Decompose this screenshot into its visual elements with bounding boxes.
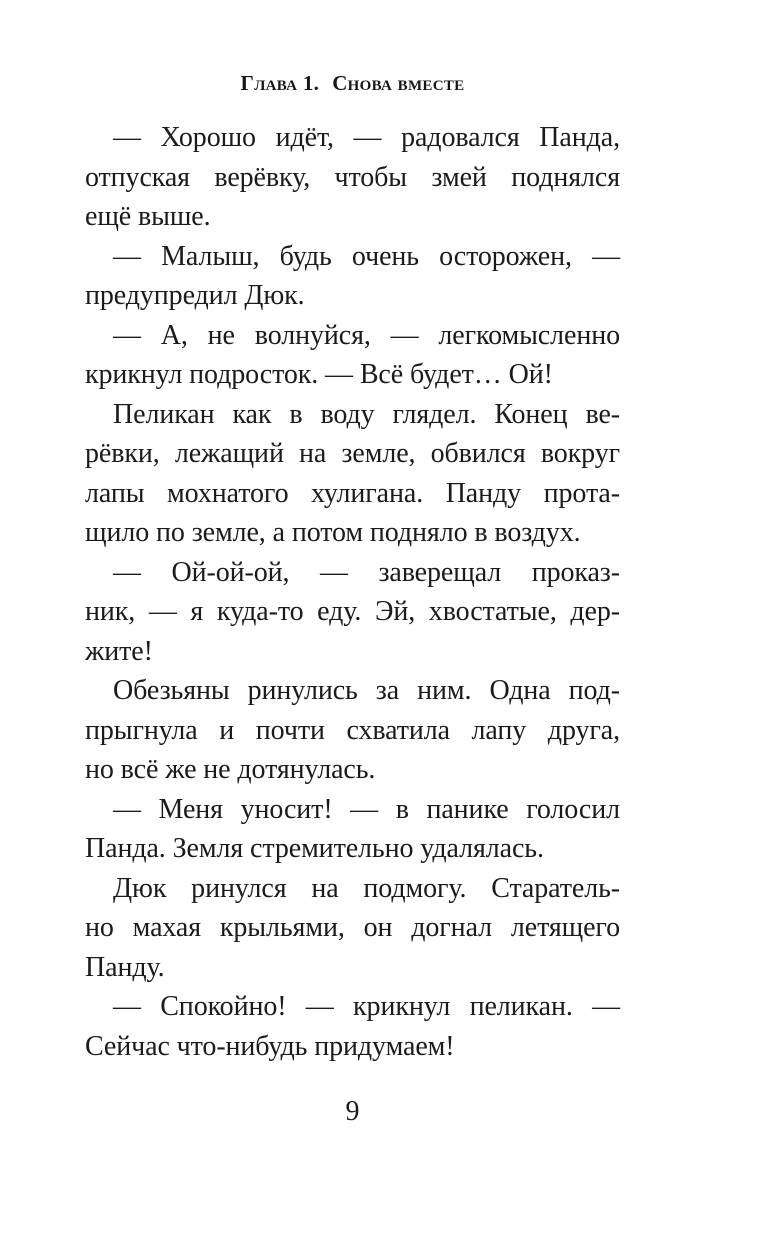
text-line: жите! bbox=[85, 635, 153, 667]
text-line: отпуская верёвку, чтобы змей поднялся bbox=[85, 161, 620, 193]
chapter-label: Глава 1. bbox=[240, 71, 320, 95]
text-line: щило по земле, а потом подняло в воздух. bbox=[85, 517, 581, 548]
text-line: Обезьяны ринулись за ним. Одна под- bbox=[113, 675, 620, 706]
text-line: предупредил Дюк. bbox=[85, 280, 305, 311]
text-line: лапы мохнатого хулигана. Панду прота- bbox=[85, 477, 620, 509]
text-line: крикнул подросток. — Всё будет… Ой! bbox=[85, 359, 553, 390]
text-line: Дюк ринулся на подмогу. Старатель- bbox=[113, 872, 620, 904]
text-line: — Спокойно! — крикнул пеликан. — bbox=[113, 991, 620, 1022]
text-line: Пеликан как в воду глядел. Конец ве- bbox=[113, 398, 620, 430]
text-line: ник, — я куда-то еду. Эй, хвостатые, дер- bbox=[85, 596, 620, 627]
text-line: Сейчас что-нибудь придумаем! bbox=[85, 1030, 455, 1062]
text-line: но всё же не дотянулась. bbox=[85, 754, 376, 785]
text-line: Панду. bbox=[85, 951, 165, 983]
text-line: но махая крыльями, он догнал летящего bbox=[85, 912, 620, 943]
page-number: 9 bbox=[345, 1096, 360, 1127]
text-line: — Хорошо идёт, — радовался Панда, bbox=[113, 122, 620, 153]
text-line: — А, не волнуйся, — легкомысленно bbox=[113, 319, 620, 351]
text-line: рёвки, лежащий на земле, обвился вокруг bbox=[85, 438, 620, 469]
text-line: Панда. Земля стремительно удалялась. bbox=[85, 833, 544, 864]
text-line: — Малыш, будь очень осторожен, — bbox=[113, 240, 620, 272]
text-line: ещё выше. bbox=[85, 201, 211, 232]
chapter-heading bbox=[85, 71, 620, 96]
body-text bbox=[85, 118, 620, 1066]
chapter-title: Снова вместе bbox=[332, 71, 465, 95]
text-line: прыгнула и почти схватила лапу друга, bbox=[85, 714, 620, 746]
text-line: — Ой-ой-ой, — заверещал проказ- bbox=[113, 556, 620, 588]
text-line: — Меня уносит! — в панике голосил bbox=[113, 793, 620, 825]
